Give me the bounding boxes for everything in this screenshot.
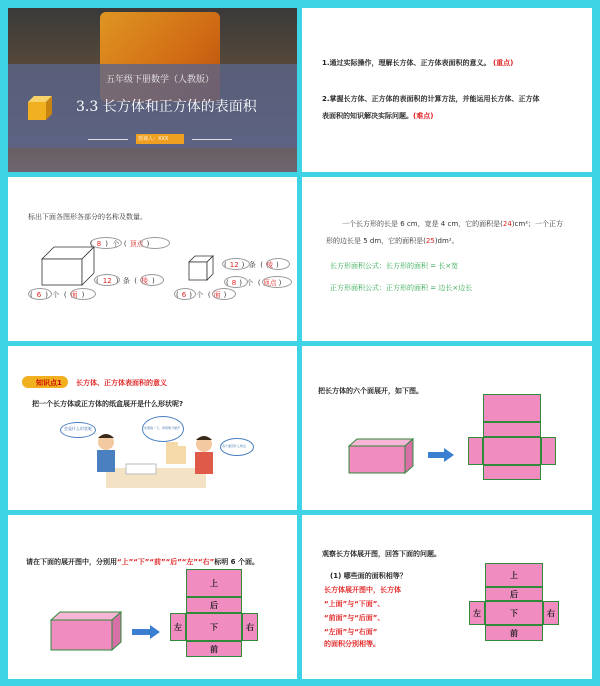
slide-objectives xyxy=(302,8,592,172)
cuboid-vertex-count: ( 8 ) 个 ( 顶点 ) xyxy=(90,240,150,248)
course-subtitle: 五年级下册数学（人教版） xyxy=(106,75,215,85)
speech-bubble-text: 先观察一下，再用剪刀展开 xyxy=(144,426,181,430)
objective-1: 1.通过实际操作，理解长方体、正方体表面积的意义。 (重点) xyxy=(322,59,514,67)
cube-figure xyxy=(186,253,216,283)
cuboid-pink xyxy=(50,611,122,651)
cuboid-pink xyxy=(348,438,414,474)
cube-face-count: ( 6 ) 个 ( 面 ) xyxy=(176,291,227,299)
answer-oval xyxy=(174,288,196,300)
answer-oval xyxy=(262,276,292,288)
parts-prompt: 标出下面各图形各部分的名称及数量。 xyxy=(28,213,147,221)
objective-2b: 表面积的知识解决实际问题。(难点) xyxy=(322,112,434,120)
cube-edge-count: ( 12 ) 条 ( 棱 ) xyxy=(224,261,279,269)
objective-2a: 2.掌握长方体、正方体的表面积的计算方法，并能运用长方体、正方体 xyxy=(322,95,540,103)
cuboid-edge-count: ( 12 ) 条 ( 棱 ) xyxy=(96,277,155,285)
divider-right xyxy=(192,139,232,140)
arrow-icon xyxy=(132,625,160,639)
answer-oval xyxy=(94,274,120,286)
key-point-tag: (重点) xyxy=(492,59,514,67)
presenter-label: 授课人：XXX xyxy=(138,136,169,142)
cuboid-figure xyxy=(38,243,98,289)
slide-observe-net xyxy=(302,515,592,679)
label-instruction: 请在下面的展开图中，分别用“上”“下”“前”“后”“左”“右”标明 6 个面。 xyxy=(26,558,259,566)
answer-oval xyxy=(140,274,164,286)
answer-line-1: 长方体展开图中，长方体 xyxy=(324,586,401,594)
speech-bubble-text: 各个面有什么特点 xyxy=(222,444,247,448)
answer-oval xyxy=(70,288,96,300)
net-face-bottom: 下 xyxy=(485,601,543,625)
slide-title xyxy=(8,8,297,172)
answer-line-3: “前面”与“后面”、 xyxy=(324,614,385,622)
answer-oval xyxy=(212,288,236,300)
answer-oval xyxy=(224,276,248,288)
cube-vertex-count: ( 8 ) 个 ( 顶点 ) xyxy=(226,279,282,287)
net-face-back: 后 xyxy=(485,587,543,601)
review-line-2: 形的边长是 5 dm，它的面积是(25)dm²。 xyxy=(326,237,459,245)
net-face-top: 上 xyxy=(186,569,242,597)
review-line-1: 一个长方形的长是 6 cm，宽是 4 cm，它的面积是(24)cm²；一个正方 xyxy=(342,220,564,228)
slide-area-review xyxy=(302,177,592,341)
page-title: 3.3 长方体和正方体的表面积 xyxy=(76,99,257,115)
knowledge-heading: 长方体、正方体表面积的意义 xyxy=(76,379,167,387)
arrow-icon xyxy=(428,448,454,462)
answer-oval xyxy=(140,237,170,249)
students-illustration xyxy=(86,428,226,492)
slide-unfold-net xyxy=(302,346,592,510)
answer-line-5: 的面积分别相等。 xyxy=(324,640,380,648)
slide-knowledge-point xyxy=(8,346,297,510)
slide-cuboid-parts xyxy=(8,177,297,341)
unfold-instruction: 把长方体的六个面展开，如下图。 xyxy=(318,387,423,395)
divider-left xyxy=(88,139,128,140)
net-face-left: 左 xyxy=(170,613,186,641)
square-area-formula: 正方形面积公式：正方形的面积 = 边长×边长 xyxy=(330,284,473,292)
answer-oval xyxy=(222,258,250,270)
answer-line-2: “上面”与“下面”、 xyxy=(324,600,385,608)
net-face-back xyxy=(483,422,541,437)
net-face-front xyxy=(483,465,541,480)
answer-oval xyxy=(28,288,52,300)
net-face-front: 前 xyxy=(186,641,242,657)
speech-bubble-text: 会是什么形状呢 xyxy=(64,426,92,431)
difficult-point-tag: (难点) xyxy=(413,112,434,120)
answer-line-4: “左面”与“右面” xyxy=(324,628,378,636)
knowledge-badge-label: 知识点1 xyxy=(36,379,62,387)
observe-instruction: 观察长方体展开图，回答下面的问题。 xyxy=(322,550,441,558)
net-face-right: 右 xyxy=(242,613,258,641)
net-face-bottom: 下 xyxy=(186,613,242,641)
net-face-top: 上 xyxy=(485,563,543,587)
question-1: (1) 哪些面的面积相等？ xyxy=(330,572,407,580)
net-face-left: 左 xyxy=(469,601,485,625)
net-face-left xyxy=(468,437,483,465)
net-face-right xyxy=(541,437,556,465)
net-face-bottom xyxy=(483,437,541,465)
answer-oval xyxy=(266,258,290,270)
rectangle-area-formula: 长方形面积公式：长方形的面积 = 长×宽 xyxy=(330,262,459,270)
slide-label-faces xyxy=(8,515,297,679)
net-face-right: 右 xyxy=(543,601,559,625)
cuboid-face-count: ( 6 ) 个 ( 面 ) xyxy=(30,291,85,299)
net-face-front: 前 xyxy=(485,625,543,641)
knowledge-question: 把一个长方体或正方体的纸盒展开是什么形状呢? xyxy=(32,400,184,408)
cube-icon xyxy=(26,94,54,122)
net-face-top xyxy=(483,394,541,422)
net-face-back: 后 xyxy=(186,597,242,613)
